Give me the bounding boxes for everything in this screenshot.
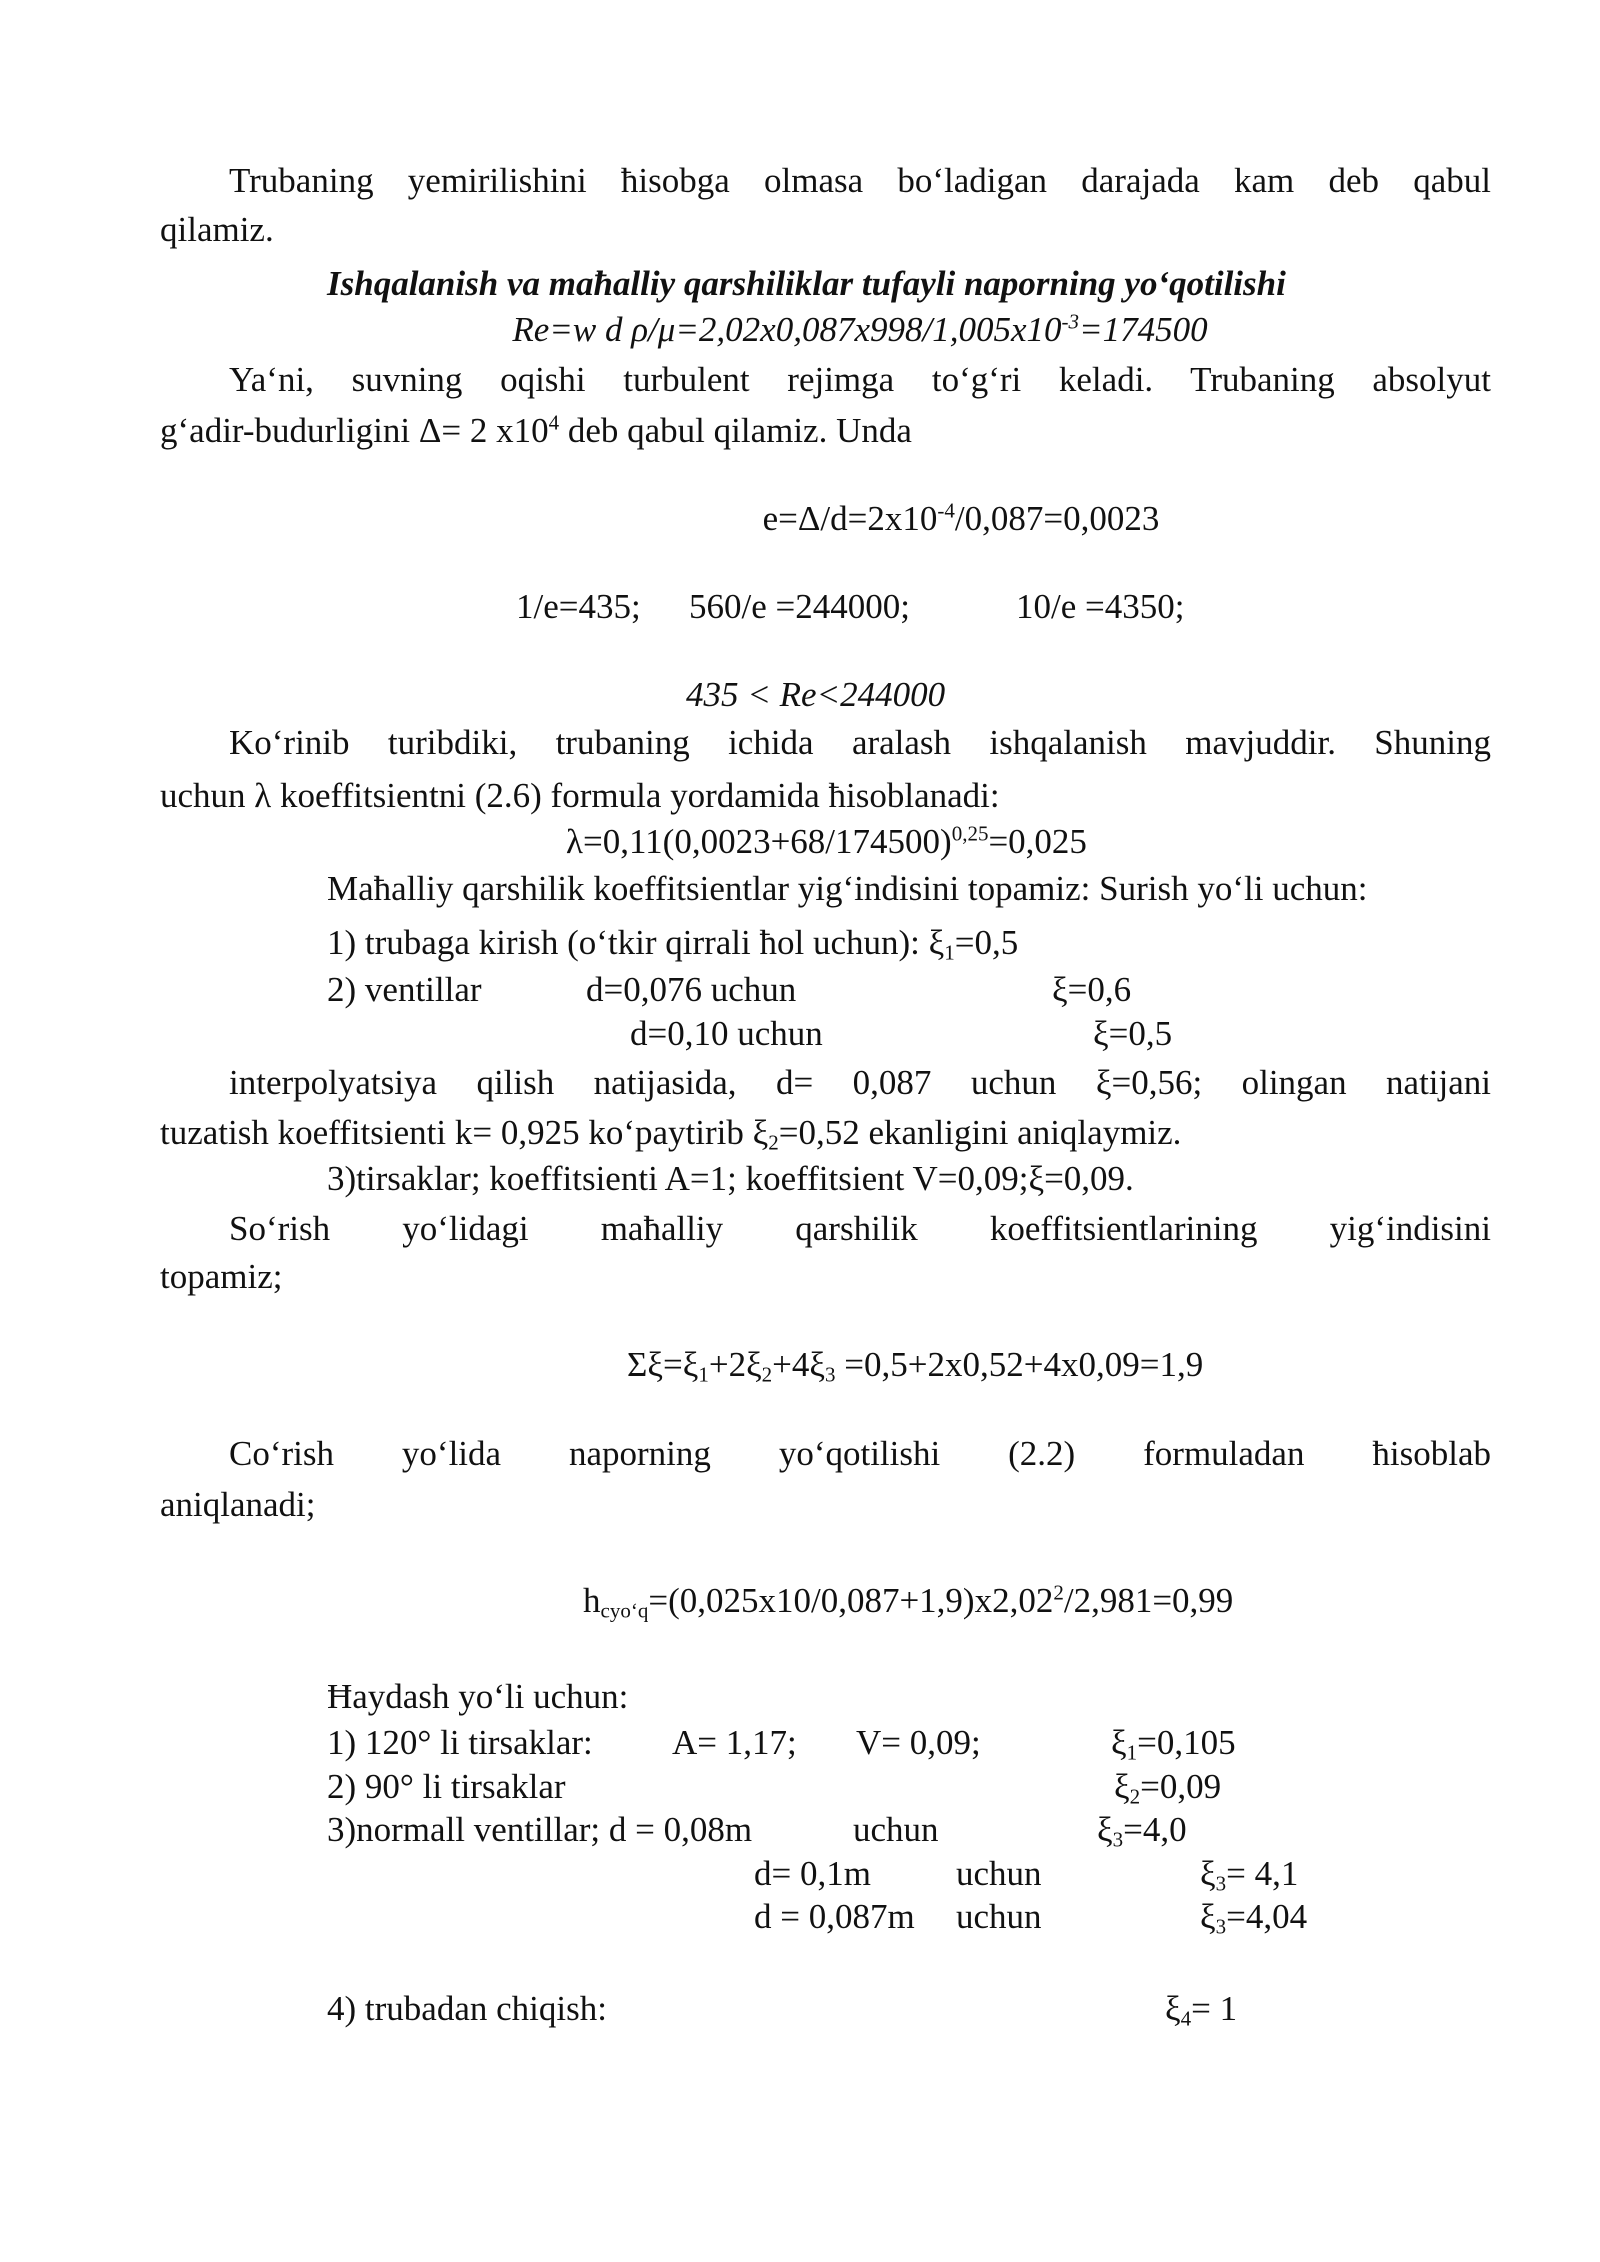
sum-a: Σξ=ξ xyxy=(627,1345,699,1384)
h4-xi-sub: 4 xyxy=(1180,2006,1192,2031)
sum-sub3: 3 xyxy=(825,1362,836,1387)
paragraph-5-line-2 xyxy=(160,1112,1181,1154)
h1-xi-sym: ξ xyxy=(1111,1723,1127,1762)
ratio-3: 10/e =4350; xyxy=(1016,587,1185,626)
e-formula-a: e=Δ/d=2x10 xyxy=(762,499,938,538)
lambda-formula xyxy=(566,821,1087,863)
h3b-xi-val: = 4,1 xyxy=(1226,1854,1299,1893)
h1-a: A= 1,17; xyxy=(672,1723,797,1762)
paragraph-7-line-1: Co‘rish yo‘lida naporning yo‘qotilishi (2.2) formuladan ħisoblab xyxy=(229,1434,1491,1473)
p2-line2-b: deb qabul qilamiz. Unda xyxy=(559,411,912,450)
h3c-xi-sym: ξ xyxy=(1200,1897,1216,1936)
h3b-xi-sym: ξ xyxy=(1200,1854,1216,1893)
lambda-exp: 0,25 xyxy=(951,821,989,846)
p1-line2-text: qilamiz. xyxy=(160,210,274,249)
list-item-2-d1: d=0,076 uchun xyxy=(586,970,797,1009)
h3c-xi-val: =4,04 xyxy=(1226,1897,1308,1936)
e-formula-exp: -4 xyxy=(937,498,955,523)
h2-xi-sub: 2 xyxy=(1129,1784,1141,1809)
h3c-xi xyxy=(1200,1896,1307,1938)
p2-line2-exp: 4 xyxy=(548,410,560,435)
list-item-2-d2: d=0,10 uchun xyxy=(630,1014,823,1053)
paragraph-3-line-1: Ko‘rinib turibdiki, trubaning ichida aralash ishqalanish mavjuddir. Shuning xyxy=(229,723,1491,762)
h3c-uchun: uchun xyxy=(956,1897,1042,1936)
list-item-2-x2: ξ=0,5 xyxy=(1093,1014,1173,1053)
paragraph-5-line-1: interpolyatsiya qilish natijasida, d= 0,087 uchun ξ=0,56; olingan natijani xyxy=(229,1063,1491,1102)
h3b-xi-sub: 3 xyxy=(1215,1871,1227,1896)
p5-line2-a: tuzatish koeffitsienti k= 0,925 ko‘paytirib ξ xyxy=(160,1113,769,1152)
h4-xi-val: = 1 xyxy=(1191,1989,1238,2028)
list-item-1 xyxy=(327,922,1018,964)
h2-xi-sym: ξ xyxy=(1114,1767,1130,1806)
sum-b: +2ξ xyxy=(708,1345,762,1384)
h1-v: V= 0,09; xyxy=(856,1723,981,1762)
sum-formula xyxy=(627,1344,1203,1386)
section-heading: Ishqalanish va maħalliy qarshiliklar tufayli naporning yo‘qotilishi xyxy=(327,264,1286,303)
list-item-2-label: 2) ventillar xyxy=(327,970,482,1009)
h-c: /2,981=0,99 xyxy=(1063,1581,1234,1620)
paragraph-1-line-1: Trubaning yemirilishini ħisobga olmasa bo‘ladigan darajada kam deb qabul xyxy=(229,161,1491,200)
lambda-b: =0,025 xyxy=(988,822,1087,861)
h3-xi xyxy=(1097,1809,1187,1851)
paragraph-4: Maħalliy qarshilik koeffitsientlar yig‘indisini topamiz: Surish yo‘li uchun: xyxy=(327,869,1368,908)
lambda-a: λ=0,11(0,0023+68/174500) xyxy=(566,822,952,861)
h4-xi xyxy=(1165,1988,1237,2030)
p2-line2-a: g‘adir-budurligini Δ= 2 x10 xyxy=(160,411,549,450)
h4-xi-sym: ξ xyxy=(1165,1989,1181,2028)
h1-xi xyxy=(1111,1722,1236,1764)
p5-line2-sub: 2 xyxy=(768,1130,779,1155)
re-formula-main: Re=w d ρ/μ=2,02x0,087x998/1,005x10 xyxy=(512,310,1062,349)
re-formula-exponent: -3 xyxy=(1061,309,1080,334)
sum-d: =0,5+2x0,52+4x0,09=1,9 xyxy=(835,1345,1204,1384)
paragraph-7-line-2: aniqlanadi; xyxy=(160,1485,316,1524)
h1-xi-val: =0,105 xyxy=(1137,1723,1236,1762)
list-item-3: 3)tirsaklar; koeffitsienti A=1; koeffitsient V=0,09;ξ=0,09. xyxy=(327,1159,1134,1198)
h3c-d: d = 0,087m xyxy=(754,1897,915,1936)
paragraph-2-line-2 xyxy=(160,410,981,452)
list-item-2-x1: ξ=0,6 xyxy=(1052,970,1132,1009)
sum-sub2: 2 xyxy=(761,1362,773,1387)
paragraph-1-line-2 xyxy=(160,209,343,251)
h1-xi-sub: 1 xyxy=(1126,1740,1138,1765)
paragraph-6-line-1: So‘rish yo‘lidagi maħalliy qarshilik koeffitsientlarining yig‘indisini xyxy=(229,1209,1491,1248)
p5-line2-b: =0,52 ekanligini aniqlaymiz. xyxy=(778,1113,1182,1152)
h4-label: 4) trubadan chiqish: xyxy=(327,1989,607,2028)
h-sub: cyo‘q xyxy=(600,1598,649,1623)
sum-sub1: 1 xyxy=(698,1362,709,1387)
h-a: h xyxy=(583,1581,601,1620)
reynolds-formula xyxy=(229,309,1491,351)
re-formula-result: =174500 xyxy=(1079,310,1208,349)
reynolds-range: 435 < Re<244000 xyxy=(686,675,946,714)
haydash-heading: Ħaydash yo‘li uchun: xyxy=(327,1677,629,1716)
h2-xi-val: =0,09 xyxy=(1140,1767,1222,1806)
relative-roughness-formula xyxy=(330,498,1592,540)
h3-label: 3)normall ventillar; d = 0,08m xyxy=(327,1810,753,1849)
h3c-xi-sub: 3 xyxy=(1215,1914,1227,1939)
h-b: =(0,025x10/0,087+1,9)x2,02 xyxy=(648,1581,1054,1620)
h3-uchun: uchun xyxy=(853,1810,939,1849)
h-exp: 2 xyxy=(1053,1580,1064,1605)
h3b-xi xyxy=(1200,1853,1298,1895)
item1-text: 1) trubaga kirish (o‘tkir qirrali ħol uchun): ξ xyxy=(327,923,945,962)
paragraph-3-line-2: uchun λ koeffitsientni (2.6) formula yordamida ħisoblanadi: xyxy=(160,776,1000,815)
item1-sub: 1 xyxy=(944,940,955,965)
paragraph-6-line-2: topamiz; xyxy=(160,1257,283,1296)
e-formula-b: /0,087=0,0023 xyxy=(954,499,1160,538)
head-loss-formula xyxy=(583,1580,1233,1622)
item1-value: =0,5 xyxy=(954,923,1019,962)
h3-xi-val: =4,0 xyxy=(1123,1810,1187,1849)
h3-xi-sub: 3 xyxy=(1112,1827,1124,1852)
sum-c: +4ξ xyxy=(772,1345,826,1384)
h2-label: 2) 90° li tirsaklar xyxy=(327,1767,566,1806)
ratio-2: 560/e =244000; xyxy=(689,587,910,626)
paragraph-2-line-1: Ya‘ni, suvning oqishi turbulent rejimga to‘g‘ri keladi. Trubaning absolyut xyxy=(229,360,1491,399)
h3-xi-sym: ξ xyxy=(1097,1810,1113,1849)
h1-label: 1) 120° li tirsaklar: xyxy=(327,1723,593,1762)
h3b-uchun: uchun xyxy=(956,1854,1042,1893)
h3b-d: d= 0,1m xyxy=(754,1854,871,1893)
ratio-1: 1/e=435; xyxy=(516,587,641,626)
h2-xi xyxy=(1114,1766,1221,1808)
